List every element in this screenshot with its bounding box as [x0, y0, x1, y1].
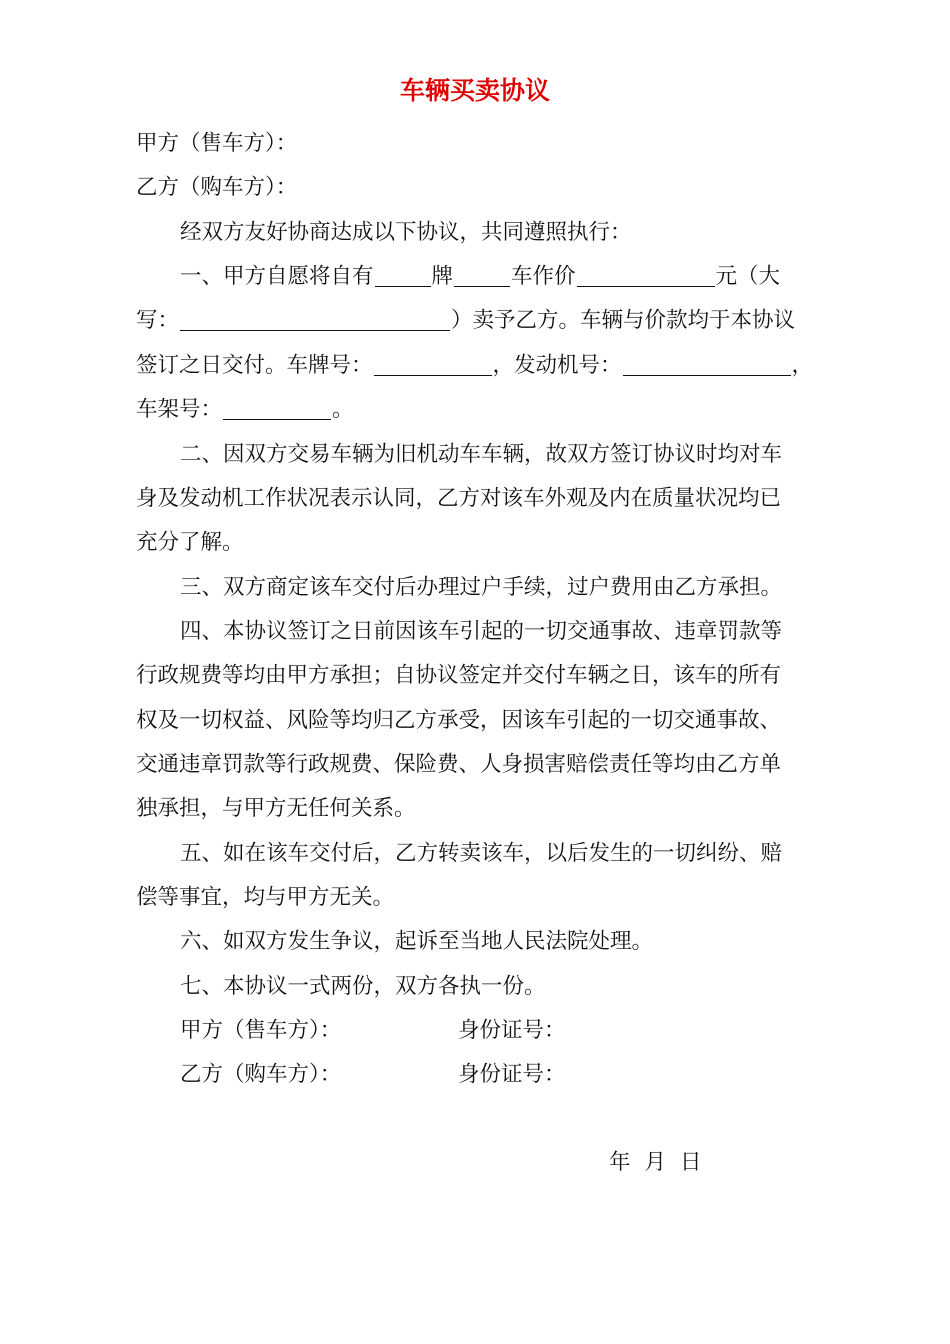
party-a-line: 甲方（售车方）： — [136, 131, 298, 156]
party-b-line: 乙方（购车方）： — [136, 175, 298, 200]
clause4-line: 独承担，与甲方无任何关系。 — [136, 796, 416, 821]
clause5-line: 偿等事宜，均与甲方无关。 — [136, 885, 395, 910]
clause1-line4 — [136, 388, 354, 432]
signature-party-a-id: 身份证号： — [458, 1018, 566, 1043]
vin-blank — [223, 395, 331, 420]
clause2-line: 充分了解。 — [136, 530, 244, 555]
clause1-text: 牌 — [431, 264, 454, 289]
clause1-line2 — [136, 299, 795, 343]
intro-paragraph: 经双方友好协商达成以下协议，共同遵照执行： — [180, 220, 632, 245]
price-words-blank — [180, 306, 450, 331]
clause1-text: 写： — [136, 308, 180, 333]
plate-number-blank — [374, 351, 492, 376]
date-month: 月 — [644, 1150, 667, 1175]
clause2-line: 身及发动机工作状况表示认同，乙方对该车外观及内在质量状况均已 — [136, 486, 782, 511]
clause1-text: ， — [791, 353, 814, 378]
clause6-line: 六、如双方发生争议，起诉至当地人民法院处理。 — [180, 929, 654, 954]
clause3-line: 三、双方商定该车交付后办理过户手续，过户费用由乙方承担。 — [180, 575, 783, 600]
clause1-text: 。 — [332, 397, 354, 422]
clause1-text: 一、甲方自愿将自有 — [180, 264, 374, 289]
signature-party-a: 甲方（售车方）： — [180, 1018, 342, 1043]
clause1-text: ，发动机号： — [492, 353, 622, 378]
clause1-text: ）卖予乙方。车辆与价款均于本协议 — [451, 308, 796, 333]
document-title: 车辆买卖协议 — [399, 76, 550, 105]
date-day: 日 — [680, 1150, 702, 1175]
clause4-line: 行政规费等均由甲方承担；自协议签定并交付车辆之日，该车的所有 — [136, 663, 782, 688]
clause1-line3 — [136, 344, 813, 388]
clause1-text: 车架号： — [136, 397, 223, 422]
clause7-line: 七、本协议一式两份，双方各执一份。 — [180, 974, 546, 999]
price-blank — [577, 262, 715, 287]
clause1-text: 元（大 — [715, 264, 781, 289]
date-year: 年 — [609, 1150, 631, 1175]
clause4-line: 权及一切权益、风险等均归乙方承受，因该车引起的一切交通事故、 — [136, 708, 782, 733]
clause4-line: 交通违章罚款等行政规费、保险费、人身损害赔偿责任等均由乙方单 — [136, 752, 782, 777]
clause1-text: 车作价 — [511, 264, 576, 289]
signing-date — [609, 1141, 702, 1185]
model-blank — [454, 262, 510, 287]
brand-blank — [375, 262, 431, 287]
signature-party-b-id: 身份证号： — [458, 1062, 566, 1087]
clause2-line: 二、因双方交易车辆为旧机动车车辆，故双方签订协议时均对车 — [180, 442, 783, 467]
clause4-line: 四、本协议签订之日前因该车引起的一切交通事故、违章罚款等 — [180, 619, 783, 644]
signature-party-b: 乙方（购车方）： — [180, 1062, 342, 1087]
clause5-line: 五、如在该车交付后，乙方转卖该车，以后发生的一切纠纷、赔 — [180, 841, 783, 866]
clause1-text: 签订之日交付。车牌号： — [136, 353, 373, 378]
engine-number-blank — [623, 351, 791, 376]
clause1-line1 — [180, 255, 780, 299]
